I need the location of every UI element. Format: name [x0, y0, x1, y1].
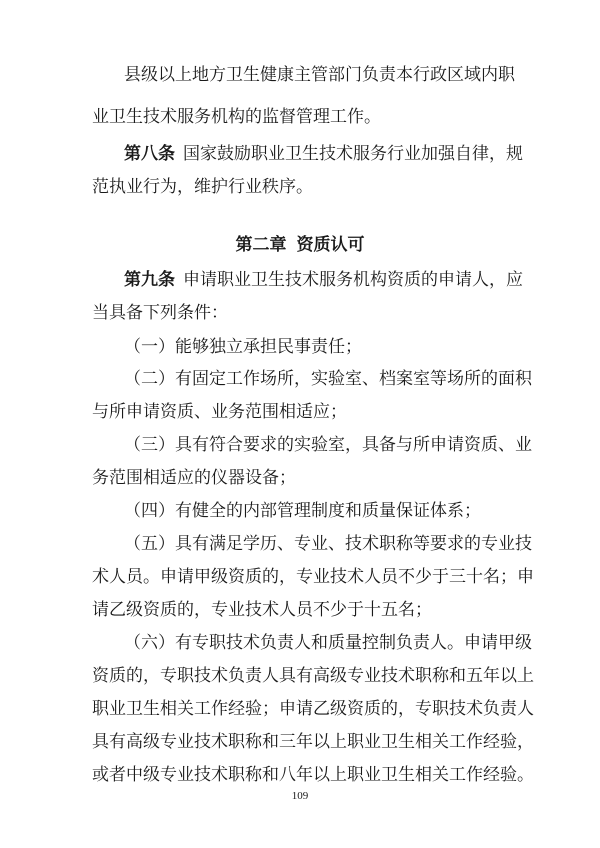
condition-item-6-line-2: 资质的，专职技术负责人具有高级专业技术职称和五年以上 [92, 666, 534, 686]
condition-item-5-line-2: 术人员。申请甲级资质的，专业技术人员不少于三十名；申 [92, 567, 534, 587]
condition-item-2-line-1: （二）有固定工作场所，实验室、档案室等场所的面积 [124, 369, 532, 389]
article-8-label: 第八条 [124, 144, 175, 164]
chapter-heading [0, 234, 600, 256]
article-9-line-2: 当具备下列条件： [92, 303, 228, 323]
article-8-line-2: 范执业行为，维护行业秩序。 [92, 177, 313, 197]
paragraph-line: 县级以上地方卫生健康主管部门负责本行政区域内职 [124, 65, 515, 85]
condition-item-3-line-1: （三）具有符合要求的实验室，具备与所申请资质、业 [124, 435, 532, 455]
condition-item-3-line-2: 务范围相适应的仪器设备； [92, 468, 296, 488]
article-8-text: 国家鼓励职业卫生技术服务行业加强自律，规 [183, 144, 523, 164]
condition-item-5-line-1: （五）具有满足学历、专业、技术职称等要求的专业技 [124, 534, 532, 554]
article-9-line-1 [124, 269, 523, 291]
article-8-line-1 [124, 143, 523, 165]
page-number: 109 [291, 790, 309, 802]
condition-item-1: （一）能够独立承担民事责任； [124, 337, 362, 357]
article-9-text: 申请职业卫生技术服务机构资质的申请人，应 [183, 270, 523, 290]
condition-item-6-line-3: 职业卫生相关工作经验；申请乙级资质的，专职技术负责人 [92, 699, 534, 719]
chapter-number: 第二章 [235, 235, 287, 255]
condition-item-6-line-5: 或者中级专业技术职称和八年以上职业卫生相关工作经验。 [92, 765, 534, 785]
condition-item-6-line-1: （六）有专职技术负责人和质量控制负责人。申请甲级 [124, 633, 532, 653]
condition-item-5-line-3: 请乙级资质的，专业技术人员不少于十五名； [92, 600, 432, 620]
condition-item-6-line-4: 具有高级专业技术职称和三年以上职业卫生相关工作经验， [92, 732, 534, 752]
chapter-title: 资质认可 [296, 235, 365, 255]
paragraph-line: 业卫生技术服务机构的监督管理工作。 [92, 107, 381, 127]
article-9-label: 第九条 [124, 270, 175, 290]
condition-item-4: （四）有健全的内部管理制度和质量保证体系； [124, 501, 481, 521]
condition-item-2-line-2: 与所申请资质、业务范围相适应； [92, 402, 347, 422]
